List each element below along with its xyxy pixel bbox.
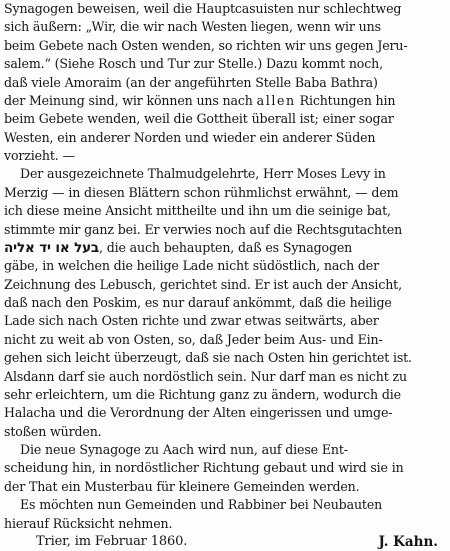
- text-line: Alsdann darf sie auch nordöstlich sein. Nur darf man es nicht zu: [4, 368, 407, 384]
- text-line: vorzieht. —: [4, 148, 75, 164]
- text-segment: der Meinung sind, wir können uns nach: [4, 92, 253, 108]
- text-line: beim Gebete wenden, weil die Gottheit überall ist; einer sogar: [4, 111, 394, 127]
- text-line: Zeichnung des Lebusch, gerichtet sind. Er ist auch der Ansicht,: [4, 276, 402, 292]
- text-line: der That ein Musterbau für kleinere Gemeinden werden.: [4, 478, 360, 494]
- text-line: ich diese meine Ansicht mittheilte und ihn um die seinige bat,: [4, 203, 391, 219]
- text-segment: Richtungen hin: [299, 92, 396, 108]
- text-line: nicht zu weit ab von Osten, so, daß Jeder beim Aus- und Ein-: [4, 331, 383, 347]
- text-line: salem.“ (Siehe Rosch und Tur zur Stelle.) Dazu kommt noch,: [4, 56, 383, 72]
- text-line: daß nach den Poskim, es nur darauf ankömmt, daß die heilige: [4, 295, 392, 311]
- emphasized-word: allen: [256, 92, 296, 108]
- text-line: gehen sich leicht überzeugt, daß sie nach Osten hin gerichtet ist.: [4, 350, 412, 366]
- text-line: Lade sich nach Osten richte und zwar etwas seitwärts, aber: [4, 313, 379, 329]
- text-line: Merzig — in diesen Blättern schon rühmlichst erwähnt, — dem: [4, 184, 399, 200]
- text-line: Westen, ein anderer Norden und wieder ein anderer Süden: [4, 129, 376, 145]
- text-line: Die neue Synagoge zu Aach wird nun, auf diese Ent-: [20, 442, 348, 458]
- hebrew-text: בעל או יד אליה: [4, 239, 100, 256]
- text-line: scheidung hin, in nordöstlicher Richtung gebaut und wird sie in: [4, 460, 404, 476]
- text-line: sich äußern: „Wir, die wir nach Westen liegen, wenn wir uns: [4, 19, 381, 35]
- text-line: Halacha und die Verordnung der Alten eingerissen und umge-: [4, 405, 393, 421]
- text-line: beim Gebete nach Osten wenden, so richten wir uns gegen Jeru-: [4, 37, 408, 53]
- place-date: Trier, im Februar 1860.: [36, 534, 188, 549]
- text-line: Der ausgezeichnete Thalmudgelehrte, Herr Moses Levy in: [20, 166, 386, 182]
- text-line: Es möchten nun Gemeinden und Rabbiner bei Neubauten: [20, 497, 383, 513]
- text-line: gäbe, in welchen die heilige Lade nicht südöstlich, nach der: [4, 258, 379, 274]
- text-line: sehr erleichtern, um die Richtung ganz zu ändern, wodurch die: [4, 386, 401, 402]
- text-line: stoßen würden.: [4, 423, 102, 439]
- text-line: stimmte mir ganz bei. Er verwies noch auf die Rechtsgutachten: [4, 221, 403, 237]
- text-line: hierauf Rücksicht nehmen.: [4, 515, 173, 531]
- text-line: daß viele Amoraim (an der angeführten Stelle Baba Bathra): [4, 74, 378, 90]
- text-segment: , die auch behaupten, daß es Synagogen: [99, 239, 353, 255]
- author-signature: J. Kahn.: [378, 534, 438, 550]
- text-line: Synagogen beweisen, weil die Hauptcasuisten nur schlechtweg: [4, 1, 402, 16]
